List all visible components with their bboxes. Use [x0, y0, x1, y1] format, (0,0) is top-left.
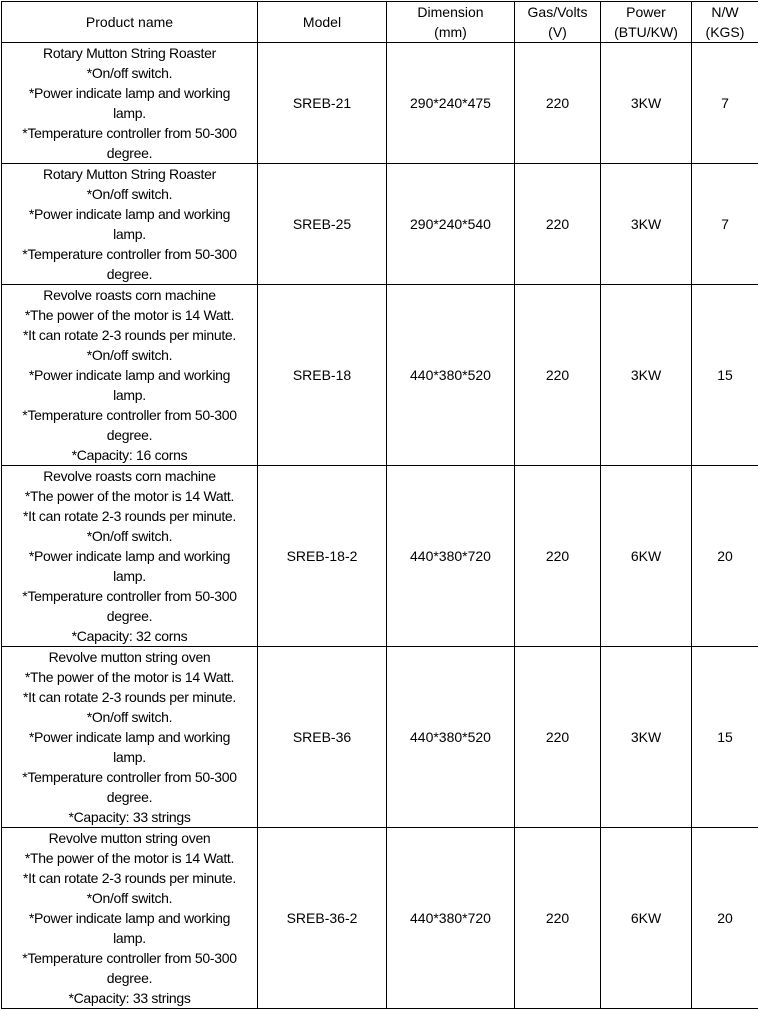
product-description-line: degree.: [106, 145, 153, 161]
product-description-line: *Temperature controller from 50-300: [22, 246, 237, 262]
product-description-line: *Power indicate lamp and working: [28, 729, 231, 745]
table-row: [2, 164, 758, 285]
header-power: Power (BTU/KW): [601, 2, 692, 43]
product-description-line: *Power indicate lamp and working: [28, 85, 231, 101]
product-description-line: lamp.: [113, 930, 146, 946]
header-row: [2, 2, 758, 43]
power-cell: 3KW: [601, 164, 692, 285]
product-description-line: lamp.: [113, 105, 146, 121]
power-cell: 3KW: [601, 285, 692, 466]
dimension-cell: 440*380*520: [387, 647, 515, 828]
model-cell: SREB-18: [258, 285, 387, 466]
net-weight-cell: 20: [692, 828, 758, 1009]
table-body: [2, 43, 758, 1009]
product-description-line: *The power of the motor is 14 Watt.: [24, 669, 235, 685]
product-description-line: *On/off switch.: [86, 347, 173, 363]
power-cell: 6KW: [601, 466, 692, 647]
gas-volts-cell: 220: [515, 164, 601, 285]
dimension-cell: 290*240*540: [387, 164, 515, 285]
table-row: [2, 647, 758, 828]
dimension-cell: 440*380*720: [387, 466, 515, 647]
product-description-line: Revolve mutton string oven: [48, 649, 211, 665]
product-description-line: lamp.: [113, 749, 146, 765]
product-spec-table: [1, 1, 758, 1009]
header-model: Model: [258, 2, 387, 43]
net-weight-cell: 20: [692, 466, 758, 647]
product-description-line: *Power indicate lamp and working: [28, 910, 231, 926]
product-description-line: *Temperature controller from 50-300: [22, 769, 237, 785]
product-description-line: lamp.: [113, 568, 146, 584]
product-description-line: *Power indicate lamp and working: [28, 367, 231, 383]
product-description-line: lamp.: [113, 387, 146, 403]
product-description-line: *The power of the motor is 14 Watt.: [24, 307, 235, 323]
dimension-cell: 440*380*520: [387, 285, 515, 466]
product-description-line: *Power indicate lamp and working: [28, 548, 231, 564]
gas-volts-cell: 220: [515, 466, 601, 647]
product-description-line: degree.: [106, 608, 153, 624]
product-name-cell: [2, 466, 258, 647]
product-description-line: *Power indicate lamp and working: [28, 206, 231, 222]
product-description-line: *Capacity: 16 corns: [71, 447, 188, 463]
product-description-line: degree.: [106, 789, 153, 805]
net-weight-cell: 7: [692, 43, 758, 164]
product-description-line: *The power of the motor is 14 Watt.: [24, 850, 235, 866]
table-row: [2, 285, 758, 466]
product-description-line: *On/off switch.: [86, 528, 173, 544]
table-row: [2, 43, 758, 164]
header-nw: N/W (KGS): [692, 2, 758, 43]
table-row: [2, 828, 758, 1009]
gas-volts-cell: 220: [515, 828, 601, 1009]
product-name-cell: [2, 647, 258, 828]
header-dimension: Dimension (mm): [387, 2, 515, 43]
product-description-line: degree.: [106, 266, 153, 282]
product-description-line: degree.: [106, 970, 153, 986]
product-description-line: *It can rotate 2-3 rounds per minute.: [22, 508, 237, 524]
product-description-line: *On/off switch.: [86, 65, 173, 81]
net-weight-cell: 15: [692, 285, 758, 466]
model-cell: SREB-36: [258, 647, 387, 828]
net-weight-cell: 15: [692, 647, 758, 828]
product-description-line: *It can rotate 2-3 rounds per minute.: [22, 327, 237, 343]
product-description-line: *Temperature controller from 50-300: [22, 950, 237, 966]
product-description-line: *Temperature controller from 50-300: [22, 125, 237, 141]
product-description-line: lamp.: [113, 226, 146, 242]
model-cell: SREB-18-2: [258, 466, 387, 647]
product-name-cell: [2, 828, 258, 1009]
product-description-line: Rotary Mutton String Roaster: [43, 45, 216, 61]
model-cell: SREB-25: [258, 164, 387, 285]
header-gas-volts: Gas/Volts (V): [515, 2, 601, 43]
product-description-line: Rotary Mutton String Roaster: [43, 166, 216, 182]
model-cell: SREB-36-2: [258, 828, 387, 1009]
model-cell: SREB-21: [258, 43, 387, 164]
product-description-line: *Capacity: 33 strings: [68, 809, 191, 825]
gas-volts-cell: 220: [515, 285, 601, 466]
product-name-cell: [2, 43, 258, 164]
power-cell: 6KW: [601, 828, 692, 1009]
dimension-cell: 290*240*475: [387, 43, 515, 164]
product-description-line: *It can rotate 2-3 rounds per minute.: [22, 870, 237, 886]
gas-volts-cell: 220: [515, 647, 601, 828]
header-product-name: Product name: [2, 2, 258, 43]
product-description-line: *The power of the motor is 14 Watt.: [24, 488, 235, 504]
product-description-line: degree.: [106, 427, 153, 443]
dimension-cell: 440*380*720: [387, 828, 515, 1009]
product-description-line: Revolve mutton string oven: [48, 830, 211, 846]
power-cell: 3KW: [601, 43, 692, 164]
table-row: [2, 466, 758, 647]
net-weight-cell: 7: [692, 164, 758, 285]
power-cell: 3KW: [601, 647, 692, 828]
product-description-line: *On/off switch.: [86, 709, 173, 725]
product-description-line: *On/off switch.: [86, 186, 173, 202]
product-description-line: *Capacity: 33 strings: [68, 990, 191, 1006]
product-description-line: *Temperature controller from 50-300: [22, 407, 237, 423]
product-description-line: *It can rotate 2-3 rounds per minute.: [22, 689, 237, 705]
product-name-cell: [2, 285, 258, 466]
product-description-line: *Capacity: 32 corns: [71, 628, 188, 644]
product-description-line: Revolve roasts corn machine: [43, 287, 216, 303]
table-header: [2, 2, 758, 43]
product-name-cell: [2, 164, 258, 285]
product-description-line: *On/off switch.: [86, 890, 173, 906]
product-description-line: *Temperature controller from 50-300: [22, 588, 237, 604]
gas-volts-cell: 220: [515, 43, 601, 164]
product-description-line: Revolve roasts corn machine: [43, 468, 216, 484]
